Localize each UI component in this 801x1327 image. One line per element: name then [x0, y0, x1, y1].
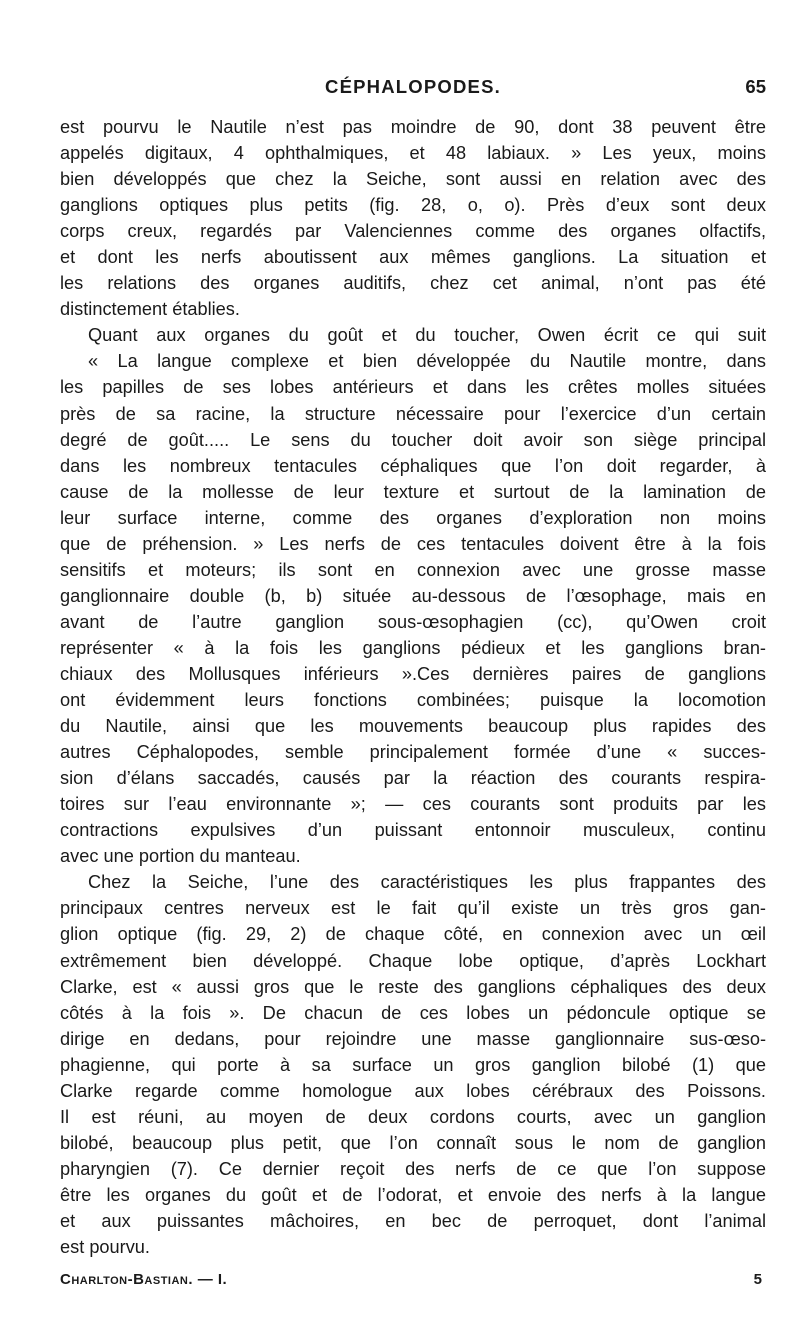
body-text: [60, 114, 766, 1260]
sheet-number: 5: [753, 1271, 762, 1288]
quote-start-line: « La langue complexe et bien développée du Nautile montre, dans: [88, 351, 766, 372]
text-line: dans les nombreux tentacules céphaliques que l’on doit regarder, à: [60, 455, 766, 476]
page-footer: [60, 1271, 762, 1293]
text-line: côtés à la fois ». De chacun de ces lobes un pédoncule optique se: [60, 1002, 766, 1023]
text-line: sensitifs et moteurs; ils sont en connexion avec une grosse masse: [60, 559, 766, 580]
text-line: phagienne, qui porte à sa surface un gros ganglion bilobé (1) que: [60, 1054, 766, 1075]
text-line: Clarke, est « aussi gros que le reste des ganglions céphaliques des deux: [60, 976, 766, 997]
text-line: degré de goût..... Le sens du toucher doit avoir son siège principal: [60, 429, 766, 450]
text-line: glion optique (fig. 29, 2) de chaque côté, en connexion avec un œil: [60, 924, 766, 945]
text-line: appelés digitaux, 4 ophthalmiques, et 48 labiaux. » Les yeux, moins: [60, 143, 766, 164]
text-line: ont évidemment leurs fonctions combinées; puisque la locomotion: [60, 690, 766, 711]
text-line: est pourvu le Nautile n’est pas moindre de 90, dont 38 peuvent être: [60, 117, 766, 137]
text-line: près de sa racine, la structure nécessaire pour l’exercice d’un certain: [60, 403, 766, 424]
text-line: contractions expulsives d’un puissant entonnoir musculeux, continu: [60, 820, 766, 841]
text-line: que de préhension. » Les nerfs de ces tentacules doivent être à la fois: [60, 533, 766, 554]
text-line: dirige en dedans, pour rejoindre une masse ganglionnaire sus-œso-: [60, 1028, 766, 1049]
text-line: ganglions optiques plus petits (fig. 28, o, o). Près d’eux sont deux: [60, 195, 766, 216]
text-line: toires sur l’eau environnante »; — ces courants sont produits par les: [60, 794, 766, 815]
text-line: pharyngien (7). Ce dernier reçoit des nerfs de ce que l’on suppose: [60, 1158, 766, 1179]
text-line: corps creux, regardés par Valenciennes comme des organes olfactifs,: [60, 221, 766, 242]
text-line: est pourvu.: [60, 1237, 150, 1258]
page-number: 65: [745, 76, 766, 97]
text-line: avant de l’autre ganglion sous-œsophagien (cc), qu’Owen croit: [60, 611, 766, 632]
text-line: avec une portion du manteau.: [60, 846, 301, 867]
running-head: [60, 76, 766, 100]
text-line: sion d’élans saccadés, causés par la réaction des courants respira-: [60, 768, 766, 789]
running-title: CÉPHALOPODES.: [325, 76, 501, 97]
printer-signature: Charlton-Bastian. — I.: [60, 1271, 228, 1288]
text-line: être les organes du goût et de l’odorat, et envoie des nerfs à la langue: [60, 1184, 766, 1205]
paragraph-start-line: Chez la Seiche, l’une des caractéristiques les plus frappantes des: [88, 872, 766, 893]
text-line: et aux puissantes mâchoires, en bec de perroquet, dont l’animal: [60, 1210, 766, 1231]
text-line: et dont les nerfs aboutissent aux mêmes ganglions. La situation et: [60, 247, 766, 268]
text-line: extrêmement bien développé. Chaque lobe optique, d’après Lockhart: [60, 950, 766, 971]
text-line: ganglionnaire double (b, b) située au-dessous de l’œsophage, mais en: [60, 585, 766, 606]
text-line: les relations des organes auditifs, chez cet animal, n’ont pas été: [60, 273, 766, 294]
text-line: chiaux des Mollusques inférieurs ».Ces dernières paires de ganglions: [60, 663, 766, 684]
paragraph-start-line: Quant aux organes du goût et du toucher, Owen écrit ce qui suit: [88, 325, 766, 346]
text-line: principaux centres nerveux est le fait qu’il existe un très gros gan-: [60, 898, 766, 919]
text-line: du Nautile, ainsi que les mouvements beaucoup plus rapides des: [60, 716, 766, 737]
text-line: bilobé, beaucoup plus petit, que l’on connaît sous le nom de ganglion: [60, 1132, 766, 1153]
text-line: autres Céphalopodes, semble principalement formée d’une « succes-: [60, 742, 766, 763]
text-line: représenter « à la fois les ganglions pédieux et les ganglions bran-: [60, 637, 766, 658]
text-line: cause de la mollesse de leur texture et surtout de la lamination de: [60, 481, 766, 502]
text-line: Clarke regarde comme homologue aux lobes cérébraux des Poissons.: [60, 1080, 766, 1101]
text-line: distinctement établies.: [60, 299, 240, 320]
text-line: bien développés que chez la Seiche, sont aussi en relation avec des: [60, 169, 766, 190]
text-line: Il est réuni, au moyen de deux cordons courts, avec un ganglion: [60, 1106, 766, 1127]
text-line: les papilles de ses lobes antérieurs et dans les crêtes molles situées: [60, 377, 766, 398]
text-line: leur surface interne, comme des organes d’exploration non moins: [60, 507, 766, 528]
